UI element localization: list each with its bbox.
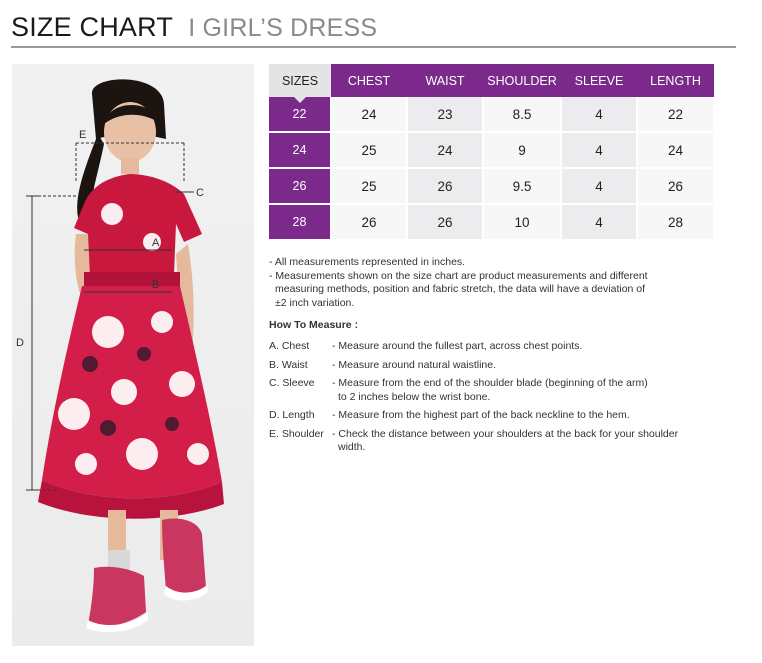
sleeve-cell: 4 — [561, 132, 637, 168]
sleeve-cell: 4 — [561, 97, 637, 132]
measure-item — [269, 428, 739, 455]
size-table — [269, 64, 715, 241]
note-line: ±2 inch variation. — [275, 296, 355, 309]
table-row — [269, 204, 714, 240]
chest-cell: 24 — [331, 97, 407, 132]
measure-item — [269, 340, 739, 354]
col-length: LENGTH — [637, 64, 714, 97]
label-a: A — [152, 237, 160, 249]
measure-text: - Measure around natural waistline. — [332, 358, 497, 371]
model-photo — [12, 64, 254, 646]
chest-cell: 25 — [331, 132, 407, 168]
measure-label: E. Shoulder — [269, 427, 324, 440]
measure-label: A. Chest — [269, 340, 310, 352]
label-e: E — [79, 129, 87, 141]
waist-cell: 23 — [407, 97, 483, 132]
page-title — [11, 12, 377, 43]
note-line: - All measurements represented in inches. — [269, 256, 466, 268]
how-to-measure — [269, 319, 739, 460]
shoulder-cell: 9 — [483, 132, 561, 168]
table-header-row — [269, 64, 714, 97]
col-chest: CHEST — [331, 64, 407, 97]
note-line: measuring methods, position and fabric stretch, the data will have a deviation of — [275, 283, 646, 295]
measure-text-cont: width. — [338, 441, 366, 453]
chest-cell: 26 — [331, 204, 407, 240]
label-d: D — [16, 337, 24, 349]
how-to-title: How To Measure : — [269, 319, 359, 331]
size-cell: 26 — [269, 168, 331, 204]
table-row — [269, 97, 714, 132]
shoulder-cell: 9.5 — [483, 168, 561, 204]
notes — [269, 256, 709, 310]
size-cell: 28 — [269, 204, 331, 240]
title-main: SIZE CHART — [11, 12, 173, 42]
sleeve-cell: 4 — [561, 204, 637, 240]
size-cell: 24 — [269, 132, 331, 168]
measure-text: - Measure from the highest part of the back neckline to the hem. — [332, 409, 630, 421]
note-line: - Measurements shown on the size chart are product measurements and different — [269, 269, 648, 282]
measure-label: D. Length — [269, 409, 315, 421]
measure-text-cont: to 2 inches below the wrist bone. — [338, 390, 491, 403]
col-shoulder: SHOULDER — [483, 64, 561, 97]
shoulder-cell: 10 — [483, 204, 561, 240]
table-row — [269, 132, 714, 168]
measure-text: - Check the distance between your shoulders at the back for your shoulder — [332, 427, 679, 440]
measure-item — [269, 359, 739, 373]
measure-item — [269, 409, 739, 423]
col-waist: WAIST — [407, 64, 483, 97]
length-cell: 26 — [637, 168, 714, 204]
col-sleeve: SLEEVE — [561, 64, 637, 97]
col-sizes: SIZES — [269, 64, 331, 97]
sleeve-cell: 4 — [561, 168, 637, 204]
label-b: B — [152, 279, 160, 291]
measure-item — [269, 377, 739, 404]
length-cell: 22 — [637, 97, 714, 132]
table-row — [269, 168, 714, 204]
title-sub: I GIRL’S DRESS — [188, 14, 378, 42]
chest-cell: 25 — [331, 168, 407, 204]
measure-text: - Measure from the end of the shoulder blade (beginning of the arm) — [332, 377, 648, 389]
title-divider — [11, 46, 736, 48]
measure-label: C. Sleeve — [269, 377, 315, 389]
waist-cell: 26 — [407, 168, 483, 204]
measure-label: B. Waist — [269, 358, 308, 371]
length-cell: 28 — [637, 204, 714, 240]
label-c: C — [196, 187, 204, 199]
shoulder-cell: 8.5 — [483, 97, 561, 132]
waist-cell: 26 — [407, 204, 483, 240]
dress-illustration — [12, 64, 254, 646]
length-cell: 24 — [637, 132, 714, 168]
size-cell: 22 — [269, 97, 331, 132]
measure-text: - Measure around the fullest part, across chest points. — [332, 340, 583, 352]
waist-cell: 24 — [407, 132, 483, 168]
